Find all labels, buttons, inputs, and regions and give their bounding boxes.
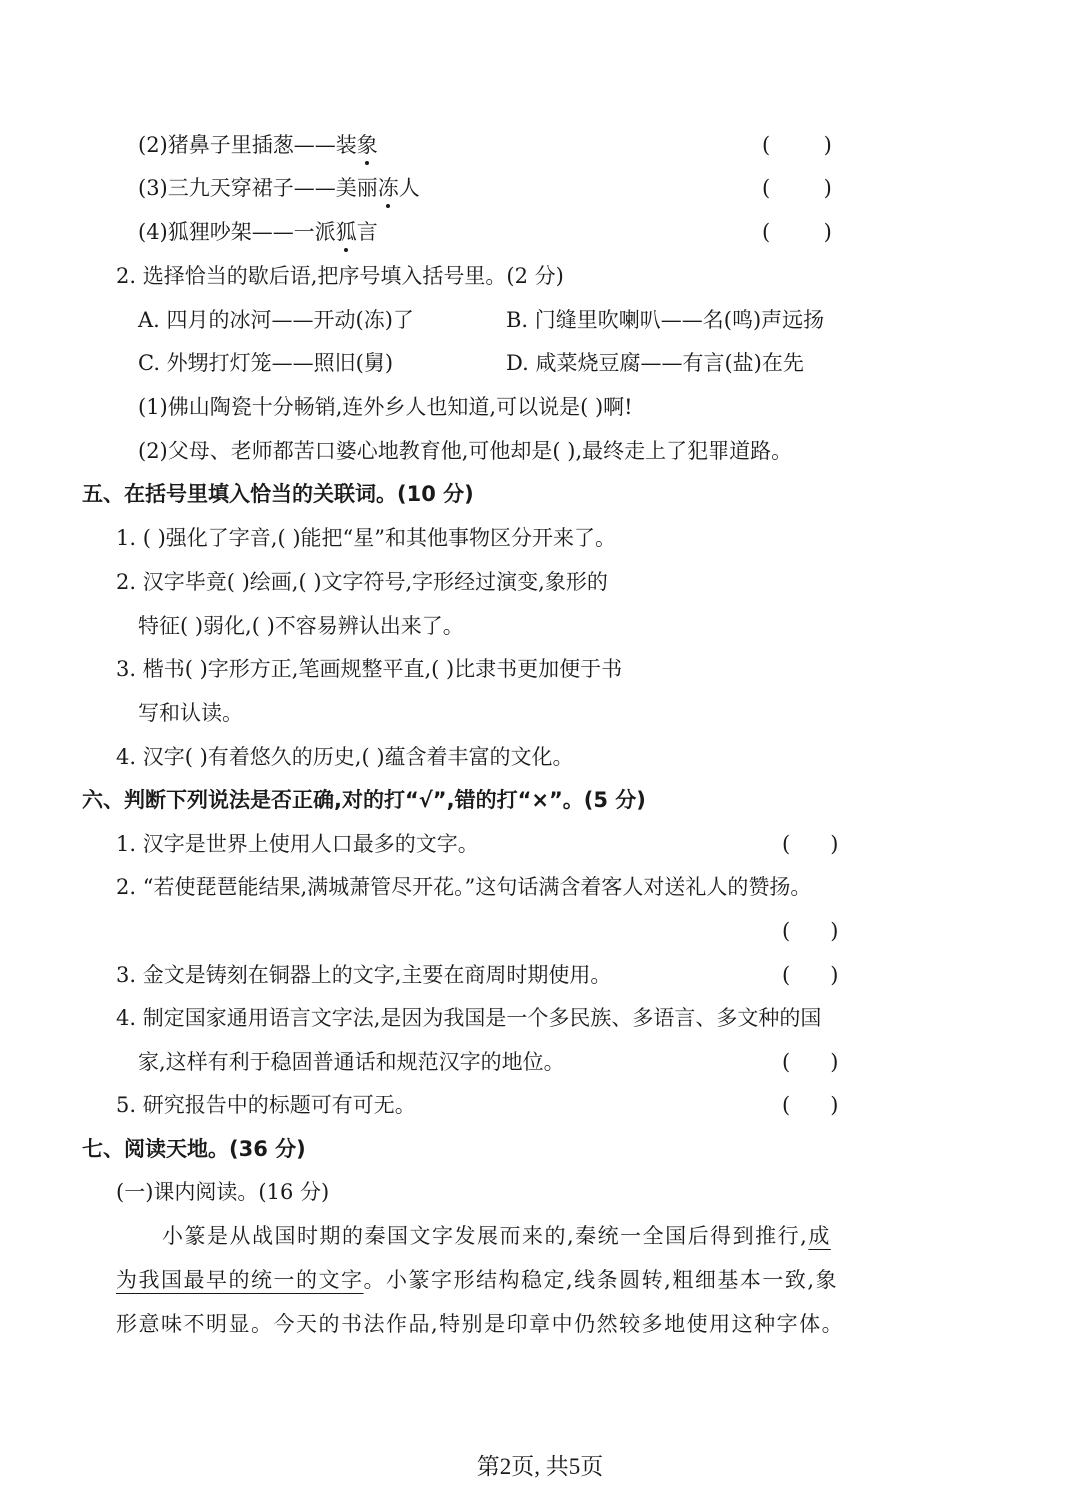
passage-line-1 [162, 1221, 831, 1251]
dotted-char: 狐 [336, 217, 357, 247]
passage-text: 。小篆字形结构稳定,线条圆转,粗细基本一致,象 [363, 1268, 839, 1292]
option-c: C. 外甥打灯笼——照旧(舅) [138, 351, 394, 375]
option-d: D. 咸菜烧豆腐——有言(盐)在先 [506, 351, 804, 375]
item-number: (3) [138, 176, 168, 200]
section-6-title: 六、判断下列说法是否正确,对的打“√”,错的打“×”。(5 分) [82, 788, 646, 812]
item-number: (4) [138, 220, 168, 244]
judgement-item-2: 2. “若使琵琶能结果,满城萧管尽开花。”这句话满含着客人对送礼人的赞扬。 [116, 875, 812, 899]
judgement-item-4-cont: 家,这样有利于稳固普通话和规范汉字的地位。 [138, 1050, 565, 1074]
s5-line-6: 4. 汉字( )有着悠久的历史,( )蕴含着丰富的文化。 [116, 745, 574, 769]
page-footer: 第2页, 共5页 [476, 1454, 604, 1479]
passage-line-3: 形意味不明显。今天的书法作品,特别是印章中仍然较多地使用这种字体。 [116, 1312, 845, 1336]
underlined-text: 为我国最早的统一的文字 [116, 1268, 364, 1292]
idiom-item-3 [138, 173, 420, 203]
answer-bracket[interactable]: ( ) [762, 133, 832, 157]
question-2-title: 2. 选择恰当的歇后语,把序号填入括号里。(2 分) [116, 264, 564, 288]
option-b: B. 门缝里吹喇叭——名(鸣)声远扬 [506, 308, 825, 332]
answer-bracket[interactable]: ( ) [782, 1093, 839, 1117]
item-text: 猪鼻子里插葱——装 [167, 133, 357, 157]
item-text: 三九天穿裙子——美丽 [167, 176, 378, 200]
idiom-item-4 [138, 217, 378, 247]
answer-bracket[interactable]: ( ) [782, 963, 839, 987]
s5-line-2: 2. 汉字毕竟( )绘画,( )文字符号,字形经过演变,象形的 [116, 570, 608, 594]
answer-bracket[interactable]: ( ) [762, 176, 832, 200]
passage-text: 小篆是从战国时期的秦国文字发展而来的,秦统一全国后得到推行, [162, 1224, 809, 1248]
answer-bracket[interactable]: ( ) [782, 832, 839, 856]
judgement-item-3: 3. 金文是铸刻在铜器上的文字,主要在商周时期使用。 [116, 963, 612, 987]
judgement-item-4: 4. 制定国家通用语言文字法,是因为我国是一个多民族、多语言、多文种的国 [116, 1006, 822, 1030]
answer-bracket[interactable]: ( ) [762, 220, 832, 244]
item-number: (2) [138, 133, 168, 157]
option-a: A. 四月的冰河——开动(冻)了 [138, 308, 414, 332]
idiom-item-2 [138, 130, 378, 160]
answer-bracket[interactable]: ( ) [782, 1050, 839, 1074]
s5-line-1: 1. ( )强化了字音,( )能把“星”和其他事物区分开来了。 [116, 526, 616, 550]
subsection-title: (一)课内阅读。(16 分) [116, 1180, 330, 1204]
item-text: 狐狸吵架——一派 [167, 220, 336, 244]
s5-line-3: 特征( )弱化,( )不容易辨认出来了。 [138, 614, 464, 638]
s5-line-4: 3. 楷书( )字形方正,笔画规整平直,( )比隶书更加便于书 [116, 657, 623, 681]
judgement-item-1: 1. 汉字是世界上使用人口最多的文字。 [116, 832, 479, 856]
answer-bracket[interactable]: ( ) [782, 919, 839, 943]
dotted-char: 冻 [378, 173, 399, 203]
underlined-text: 成 [808, 1224, 831, 1248]
section-7-title: 七、阅读天地。(36 分) [82, 1137, 306, 1161]
judgement-item-5: 5. 研究报告中的标题可有可无。 [116, 1093, 416, 1117]
s5-line-5: 写和认读。 [138, 701, 243, 725]
sentence-2: (2)父母、老师都苦口婆心地教育他,可他却是( ),最终走上了犯罪道路。 [138, 439, 793, 463]
item-text-after: 言 [356, 220, 378, 244]
sentence-1: (1)佛山陶瓷十分畅销,连外乡人也知道,可以说是( )啊! [138, 395, 633, 419]
section-5-title: 五、在括号里填入恰当的关联词。(10 分) [82, 482, 474, 506]
dotted-char: 象 [357, 130, 378, 160]
passage-line-2 [116, 1265, 838, 1295]
item-text-after: 人 [398, 176, 420, 200]
